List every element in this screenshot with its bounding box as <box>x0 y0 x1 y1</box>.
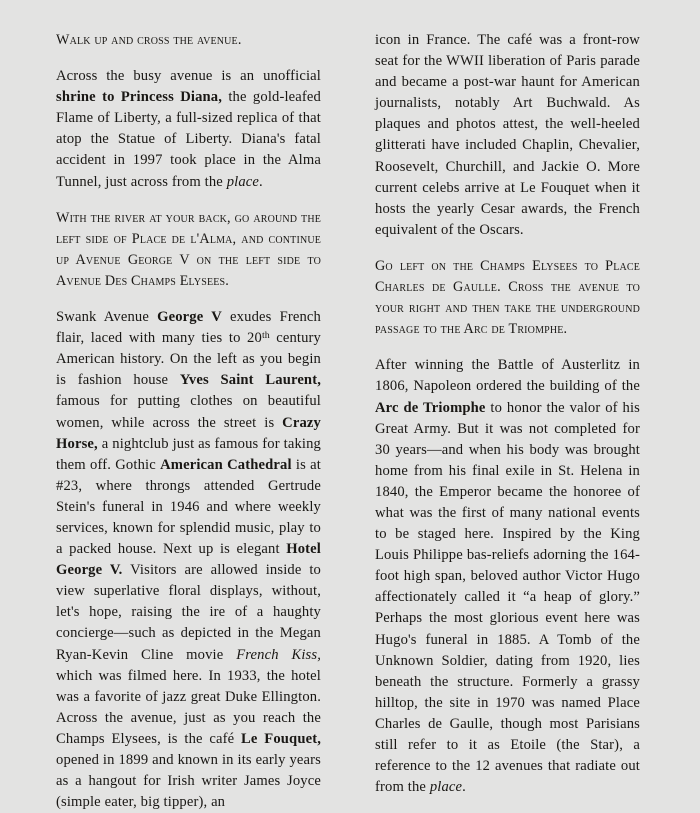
directions-with-the-river: With the river at your back, go around the left side of Place de l'Alma, and continue up Avenue George V on the left side to Avenue Des Champs Elysees. <box>56 209 322 289</box>
landmark-princess-diana-shrine: shrine to Princess Diana, <box>56 89 223 106</box>
emphasis-place: place <box>429 779 463 796</box>
text-run: the gold-leafed Flame of Liberty, a full-sized replica of that atop the Statue of Liberty. Diana's fatal accident in 1997 took place in the Alma Tunnel, just across from the <box>56 89 321 190</box>
text-run: which was filmed here. In 1933, the hotel was a favorite of jazz great Duke Ellington. Across the avenue, just as you reach the Champs Elysees, is the café <box>56 667 321 747</box>
text-run: . <box>259 173 263 190</box>
text-run: . <box>462 779 466 796</box>
landmark-american-cathedral: American Cathedral <box>160 456 292 473</box>
text-run: Swank Avenue <box>56 309 158 326</box>
directions-walk-up: Walk up and cross the avenue. <box>56 32 242 48</box>
landmark-george-v: George V <box>157 309 222 326</box>
text-run: century American history. On the left as you begin is fashion house <box>56 330 321 389</box>
right-column <box>375 30 640 798</box>
landmark-hotel-george-v: Hotel George V. <box>56 541 321 579</box>
text-run: exudes French flair, laced with many ties to 20 <box>56 309 321 347</box>
text-run: opened in 1899 and known in its early years as a hangout for Irish writer James Joyce (simple eater, big tipper), an <box>56 752 321 811</box>
paragraph-avenue-george-v <box>56 307 321 813</box>
paragraph-le-fouquet-continued: icon in France. The café was a front-row seat for the WWII liberation of Paris parade and became a post-war haunt for American journalists, notably Art Buchwald. As plaques and photos attest, the well-heeled glitterati have included Chaplin, Chevalier, Roosevelt, Churchill, and Jackie O. More current celebs arrive at Le Fouquet when it hosts the yearly Cesar awards, the French equivalent of the Oscars. <box>375 32 640 238</box>
emphasis-place: place <box>226 173 260 190</box>
text-run: Across the busy avenue is an unofficial <box>56 68 321 85</box>
text-run: is at #23, where throngs attended Gertrude Stein's funeral in 1946 and where weekly services, known for splendid music, play to a packed house. Next up is elegant <box>56 456 321 558</box>
text-run: Visitors are allowed inside to view superlative floral displays, without, let's hope, raising the ire of a haughty concierge—such as depicted in the Megan Ryan-Kevin Cline movie <box>56 562 321 663</box>
left-column <box>56 30 321 813</box>
text-run: to honor the valor of his Great Army. But it was not completed for 30 years—and when his body was brought home from his final exile in St. Helena in 1840, the Emperor became the honoree of what was the first of many national events to be staged here. Inspired by the King Louis Philippe bas-reliefs adorning the 164-foot high span, beloved author Victor Hugo affectionately called it “a heap of glory.” Perhaps the most glorious event here was Hugo's funeral in 1885. A Tomb of the Unknown Soldier, dating from 1920, lies beneath the structure. Formerly a grassy hilltop, the site in 1970 was named Place Charles de Gaulle, though most Parisians still refer to it as Etoile (the Star), a reference to the 12 avenues that radiate out from the <box>375 399 640 796</box>
paragraph-princess-diana-shrine <box>56 66 321 193</box>
directions-go-left-champs-elysees: Go left on the Champs Elysees to Place Charles de Gaulle. Cross the avenue to your right and then take the underground passage to the Arc de Triomphe. <box>375 257 641 338</box>
landmark-le-fouquet: Le Fouquet, <box>241 730 321 747</box>
landmark-crazy-horse: Crazy Horse, <box>56 414 321 452</box>
text-run: famous for putting clothes on beautiful women, while across the street is <box>56 393 321 431</box>
text-run: a nightclub just as famous for taking them off. Gothic <box>56 435 321 473</box>
landmark-yves-saint-laurent: Yves Saint Laurent, <box>179 372 321 389</box>
ordinal-suffix: th <box>261 329 270 341</box>
text-run: After winning the Battle of Austerlitz in 1806, Napoleon ordered the building of the <box>375 357 640 395</box>
paragraph-arc-de-triomphe <box>375 355 640 798</box>
movie-title-french-kiss: French Kiss, <box>236 646 321 663</box>
landmark-arc-de-triomphe: Arc de Triomphe <box>375 399 486 416</box>
